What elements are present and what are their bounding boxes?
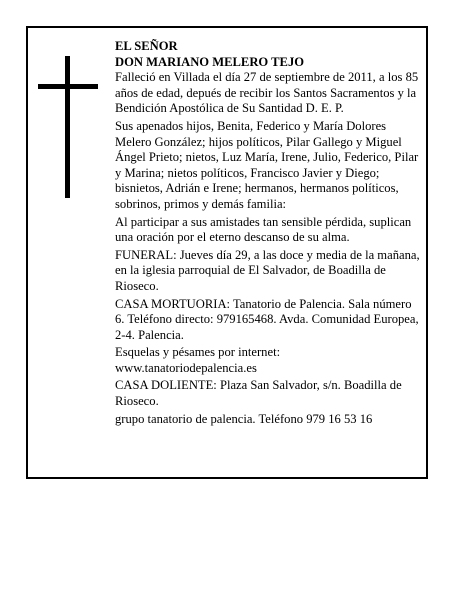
family-home-address: CASA DOLIENTE: Plaza San Salvador, s/n. Boadilla de Rioseco. <box>115 378 402 409</box>
deceased-name: DON MARIANO MELERO TEJO <box>115 54 305 69</box>
obituary-text <box>115 39 423 429</box>
prayer-request: Al participar a sus amistades tan sensible pérdida, suplican una oración por el eterno descanso de su alma. <box>115 214 412 245</box>
cross-horizontal-bar <box>38 84 98 89</box>
funeral-info: FUNERAL: Jueves día 29, a las doce y media de la mañana, en la iglesia parroquial de El Salvador, de Boadilla de Rioseco. <box>115 247 420 293</box>
contact-phone: grupo tanatorio de palencia. Teléfono 979 16 53 16 <box>115 411 373 426</box>
cross-vertical-bar <box>65 56 70 198</box>
internet-condolences: Esquelas y pésames por internet: www.tanatoriodepalencia.es <box>115 345 281 375</box>
obituary-title-line1: EL SEÑOR <box>115 39 178 53</box>
funeral-home-info: CASA MORTUORIA: Tanatorio de Palencia. Sala número 6. Teléfono directo: 979165468. Avda. Comunidad Europea, 2-4. Palencia. <box>115 296 419 342</box>
obituary-notice <box>26 26 428 479</box>
cross-icon <box>38 56 98 198</box>
family-list: Sus apenados hijos, Benita, Federico y María Dolores Melero González; hijos políticos, Pilar Gallego y Miguel Ángel Prieto; nietos, Luz María, Irene, Julio, Federico, Pilar y Marina; nietos políticos, Francisco Javier y Diego; bisnietos, Adrián e Irene; hermanos, hermanos políticos, sobrinos, primos y demás familia: <box>115 118 419 211</box>
death-announcement: Falleció en Villada el día 27 de septiembre de 2011, a los 85 años de edad, depués de recibir los Santos Sacramentos y la Bendición Apostólica de Su Santidad D. E. P. <box>115 70 419 116</box>
